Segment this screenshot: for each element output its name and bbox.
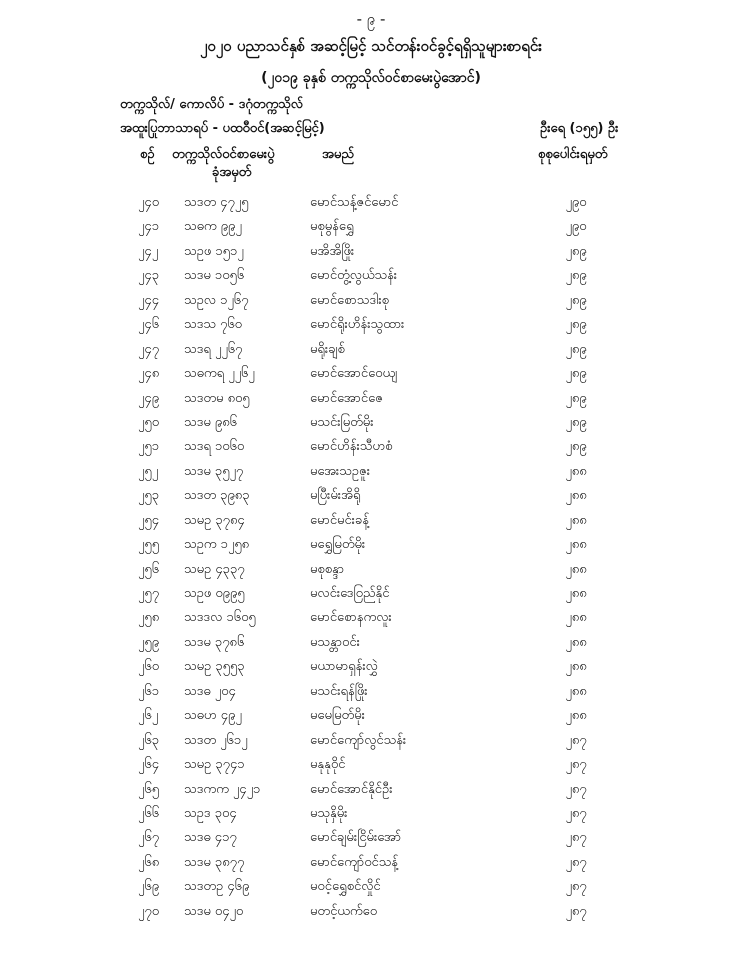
registration-number: သဒမ ၀၄၂၀ [184, 903, 244, 919]
registration-number: သဒသ ၇၆၀ [184, 317, 242, 333]
table-row [0, 777, 742, 801]
registration-number: သဒဒလ ၁၆၀၅ [184, 610, 256, 626]
row-number: ၂၅၁ [138, 439, 160, 455]
table-row [0, 679, 742, 703]
registration-number: သဒတ ၄၇၂၅ [184, 195, 249, 210]
row-number: ၂၄၄ [138, 292, 160, 308]
student-name: မသုနှိမိုး [310, 805, 348, 821]
row-number: ၂၇၀ [138, 903, 160, 919]
registration-number: သဒမ ၃၈၇၇ [184, 854, 245, 870]
row-number: ၂၄၁ [138, 219, 160, 235]
row-number: ၂၆၈ [138, 854, 160, 870]
table-row [0, 312, 742, 336]
total-marks: ၂၈၈ [565, 561, 587, 577]
table-row [0, 459, 742, 483]
row-number: ၂၆၇ [138, 830, 160, 846]
row-number: ၂၆၀ [138, 659, 160, 675]
header-name: အမည် [322, 147, 354, 162]
total-marks: ၂၈၈ [565, 708, 587, 724]
total-marks: ၂၉၀ [565, 219, 587, 235]
table-row [0, 557, 742, 581]
total-marks: ၂၈၉ [565, 268, 587, 284]
student-name: မရွှေမြတ်မိုး [310, 537, 366, 553]
table-row [0, 190, 742, 214]
student-name: မနုနုဝိုင် [310, 757, 346, 773]
total-marks: ၂၈၈ [565, 610, 587, 626]
registration-number: သဒမ ၃၇၈၆ [184, 634, 245, 650]
total-marks: ၂၈၈ [565, 683, 587, 699]
registration-number: သဥလ ၁၂၆၇ [184, 292, 249, 308]
total-marks: ၂၈၈ [565, 537, 587, 553]
student-name: မမေမြတ်မိုး [310, 708, 365, 724]
row-number: ၂၅၇ [138, 586, 160, 601]
table-row [0, 337, 742, 361]
total-marks: ၂၈၇ [565, 781, 587, 797]
student-name: မသန္တာဝင်း [310, 634, 360, 650]
total-marks: ၂၈၉ [565, 243, 587, 259]
row-number: ၂၅၈ [138, 610, 160, 626]
registration-number: သမဥ ၃၇၄၁ [184, 757, 245, 773]
table-row [0, 850, 742, 874]
row-number: ၂၅၄ [138, 512, 160, 528]
registration-number: သဒတ ၃၉၈၃ [184, 488, 250, 504]
total-marks: ၂၈၇ [565, 757, 587, 773]
row-number: ၂၄၆ [138, 317, 160, 333]
row-number: ၂၅၀ [138, 414, 160, 430]
registration-number: သဓက ၉၉၂ [184, 219, 242, 235]
page-number: - ၉ - [356, 10, 386, 28]
total-marks: ၂၈၇ [565, 879, 587, 895]
student-name: မောင်ကျော်လွင်သန်း [310, 732, 407, 748]
table-row [0, 752, 742, 776]
table-row [0, 654, 742, 678]
row-number: ၂၆၉ [138, 879, 160, 895]
student-name: မဝင့်ရွှေစင်လှိုင် [310, 879, 381, 895]
student-name: မောင်ကျော်ဝင်သန့် [310, 854, 399, 870]
document-subtitle: (၂၀၁၉ ခုနှစ် တက္ကသိုလ်ဝင်စာမေးပွဲအောင်) [261, 70, 481, 86]
row-number: ၂၆၅ [138, 781, 160, 797]
table-row [0, 899, 742, 923]
registration-number: သဓကရ ၂၂၆၂ [184, 366, 255, 382]
student-name: မစုစန္ဒာ [310, 561, 345, 577]
student-name: မောင်အောင်ဇေ [310, 390, 383, 406]
row-number: ၂၄၈ [138, 366, 160, 382]
registration-number: သဒဓ ၄၁၇ [184, 830, 237, 846]
total-marks: ၂၈၉ [565, 414, 587, 430]
student-name: မောင်စောသဒါးစု [310, 292, 389, 308]
table-row [0, 703, 742, 727]
registration-number: သဒမ ၉၈၆ [184, 414, 237, 430]
registration-number: သမဥ ၄၃၃၇ [184, 561, 245, 577]
registration-number: သဒဓ ၂၀၄ [184, 683, 236, 699]
row-number: ၂၆၆ [138, 805, 160, 821]
row-number: ၂၄၇ [138, 341, 160, 357]
university-line: တက္ကသိုလ်/ ကောလိပ် - ဒဂုံတက္ကသိုလ် [120, 97, 303, 112]
table-row [0, 630, 742, 654]
table-row [0, 410, 742, 434]
total-marks: ၂၈၈ [565, 586, 587, 601]
row-number: ၂၅၂ [138, 463, 159, 479]
student-name: မပြီးမ်းအိရို [310, 488, 361, 504]
total-marks: ၂၈၈ [565, 488, 587, 504]
table-row [0, 581, 742, 605]
registration-number: သဥဖ ၀၉၉၅ [184, 586, 245, 601]
registration-number: သဒကက ၂၄၂၁ [184, 781, 261, 797]
table-row [0, 239, 742, 263]
total-marks: ၂၈၈ [565, 634, 587, 650]
total-marks: ၂၈၉ [565, 341, 587, 357]
total-marks: ၂၈၉ [565, 317, 587, 333]
row-number: ၂၅၅ [138, 537, 160, 553]
registration-number: သဥဒ ၃၀၄ [184, 805, 237, 821]
registration-number: သဒတ ၂၆၁၂ [184, 732, 248, 748]
exam-count-line: ဦးရေ (၁၅၅) ဦး [540, 121, 619, 136]
total-marks: ၂၈၇ [565, 805, 587, 821]
student-name: မယာမာရှန်းလွှဲ [310, 659, 378, 675]
total-marks: ၂၈၉ [565, 390, 587, 406]
student-name: မောင်ဟိန်းသီဟစံ [310, 439, 393, 455]
table-row [0, 532, 742, 556]
registration-number: သဓဟ ၄၉၂ [184, 708, 242, 724]
row-number: ၂၆၁ [138, 683, 160, 699]
total-marks: ၂၈၈ [565, 659, 587, 675]
total-marks: ၂၈၇ [565, 732, 587, 748]
student-name: မသင်းမြတ်မိုး [310, 414, 374, 430]
student-name: မလင်းဒေဝြည်နိုင် [310, 586, 390, 601]
table-row [0, 288, 742, 312]
table-row [0, 214, 742, 238]
student-name: မောင်စောနကလူး [310, 610, 392, 626]
student-name: မောင်ရိုးဟိန်းသွထား [310, 317, 405, 333]
row-number: ၂၅၉ [138, 634, 160, 650]
row-number: ၂၄၉ [138, 390, 160, 406]
table-row [0, 508, 742, 532]
document-title: ၂၀၂၀ ပညာသင်နှစ် အဆင့်မြင့် သင်တန်းဝင်ခွင့်ရရှိသူများစာရင်း [199, 37, 542, 55]
registration-number: သဥဖ ၁၅၁၂ [184, 243, 244, 259]
row-number: ၂၅၆ [138, 561, 160, 577]
total-marks: ၂၈၉ [565, 366, 587, 382]
student-name: မတင့်ယက်ဝေ [310, 903, 377, 919]
student-name: မောင်တွံ့လွယ်သန်း [310, 268, 398, 284]
student-name: မောင်မင်းခန့် [310, 512, 370, 528]
table-row [0, 434, 742, 458]
row-number: ၂၆၄ [138, 757, 160, 773]
student-name: မစုမွန်ရွှေ [310, 219, 354, 235]
table-row [0, 386, 742, 410]
table-row [0, 483, 742, 507]
results-table [0, 190, 742, 923]
header-reg-line1: တက္ကသိုလ်ဝင်စာမေးပွဲ [172, 147, 275, 162]
table-row [0, 874, 742, 898]
registration-number: သဥက ၁၂၅၈ [184, 537, 250, 553]
total-marks: ၂၈၇ [565, 903, 587, 919]
subject-line: အထူးပြုဘာသာရပ် - ပထဝီဝင်(အဆင့်မြင့်) [120, 121, 325, 136]
student-name: မောင်သန့်ဇင်မောင် [310, 195, 399, 210]
registration-number: သဒတဥ ၄၆၉ [184, 879, 250, 895]
header-no: စဉ် [140, 147, 155, 162]
row-number: ၂၄၀ [138, 195, 160, 210]
table-row [0, 801, 742, 825]
student-name: မရိုးချစ် [310, 341, 345, 357]
total-marks: ၂၈၉ [565, 439, 587, 455]
row-number: ၂၄၃ [138, 268, 160, 284]
header-marks: စုစုပေါင်းရမှတ် [538, 147, 608, 162]
student-name: မသင်းရန်ဖြိုး [310, 683, 368, 699]
registration-number: သဒတမ ၈၀၅ [184, 390, 250, 406]
table-row [0, 605, 742, 629]
table-row [0, 825, 742, 849]
total-marks: ၂၈၇ [565, 854, 587, 870]
registration-number: သဒရ ၁၀၆၀ [184, 439, 245, 455]
total-marks: ၂၈၇ [565, 830, 587, 846]
total-marks: ၂၈၈ [565, 512, 587, 528]
student-name: မအိအိဖြိုး [310, 243, 355, 259]
table-row [0, 361, 742, 385]
header-reg-line2: ခုံအမှတ် [212, 165, 252, 180]
row-number: ၂၆၃ [138, 732, 160, 748]
row-number: ၂၄၂ [138, 243, 159, 259]
registration-number: သမဥ ၃၇၈၄ [184, 512, 245, 528]
registration-number: သဒမ ၃၅၂၇ [184, 463, 244, 479]
registration-number: သဒမ ၁၀၅၆ [184, 268, 245, 284]
student-name: မောင်အောင်နိုင်ဦး [310, 781, 393, 797]
total-marks: ၂၉၀ [565, 195, 587, 210]
total-marks: ၂၈၈ [565, 463, 587, 479]
registration-number: သဒရ ၂၂၆၇ [184, 341, 243, 357]
total-marks: ၂၈၉ [565, 292, 587, 308]
row-number: ၂၅၃ [138, 488, 160, 504]
student-name: မအေးသဥဇူး [310, 463, 371, 479]
table-row [0, 728, 742, 752]
table-row [0, 263, 742, 287]
student-name: မောင်ချမ်းငြိမ်းအော် [310, 830, 402, 846]
row-number: ၂၆၂ [138, 708, 159, 724]
registration-number: သမဥ ၃၅၅၃ [184, 659, 245, 675]
student-name: မောင်အောင်ဝေယျ [310, 366, 398, 382]
